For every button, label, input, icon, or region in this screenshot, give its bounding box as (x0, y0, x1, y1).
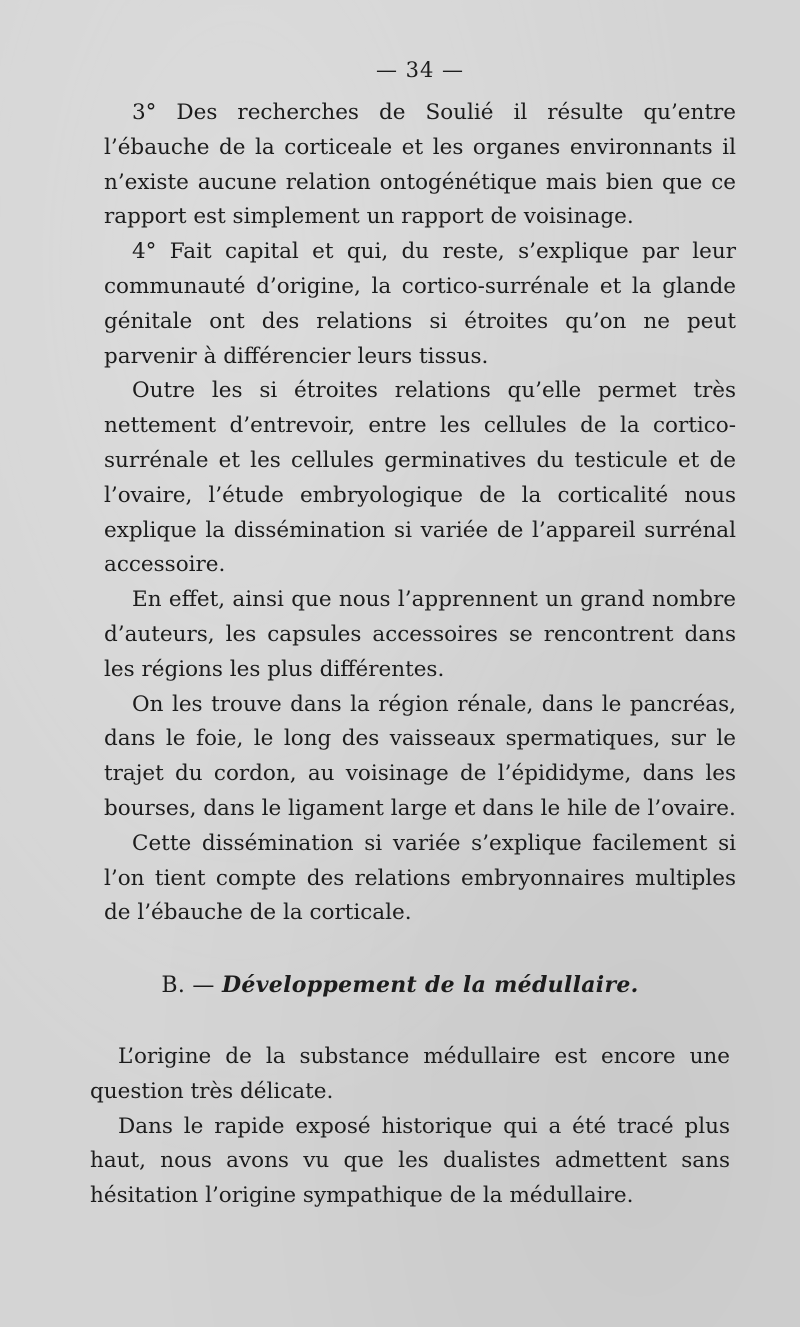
paragraph: 4° Fait capital et qui, du reste, s’explique par leur communauté d’origine, la cortico-surrénale et la glande génitale ont des relations si étroites qu’on ne peut parvenir à différencier leurs tissus. (104, 239, 736, 369)
section-label: B. — (161, 973, 215, 998)
page-number: — 34 — (375, 58, 465, 82)
paragraph: Outre les si étroites relations qu’elle permet très nettement d’entrevoir, entre les cellules de la cortico-surrénale et les cellules germinatives du testicule et de l’ovaire, l’étude embryologique de la corticalité nous explique la dissémination si variée de l’appareil surrénal accessoire. (104, 378, 736, 578)
body-text (104, 96, 736, 931)
section-heading (0, 972, 800, 998)
paragraph: On les trouve dans la région rénale, dans le pancréas, dans le foie, le long des vaisseaux spermatiques, sur le trajet du cordon, au voisinage de l’épididyme, dans les bourses, dans le ligament large et dans le hile de l’ovaire. (104, 691, 736, 821)
paragraph: 3° Des recherches de Soulié il résulte qu’entre l’ébauche de la corticeale et les organes environnants il n’existe aucune relation ontogénétique mais bien que ce rapport est simplement un rapport de voisinage. (104, 100, 736, 230)
paragraph: Cette dissémination si variée s’explique facilement si l’on tient compte des relations embryonnaires multiples de l’ébauche de la corticale. (104, 830, 736, 926)
section-title: Développement de la médullaire. (222, 972, 639, 998)
paragraph: En effet, ainsi que nous l’apprennent un grand nombre d’auteurs, les capsules accessoires se rencontrent dans les régions les plus différentes. (104, 587, 736, 682)
paragraph: L’origine de la substance médullaire est encore une question très délicate. (90, 1044, 730, 1104)
paragraph: Dans le rapide exposé historique qui a été tracé plus haut, nous avons vu que les dualistes admettent sans hésitation l’origine sympathique de la médullaire. (90, 1113, 730, 1209)
section-body-text (90, 1040, 730, 1214)
